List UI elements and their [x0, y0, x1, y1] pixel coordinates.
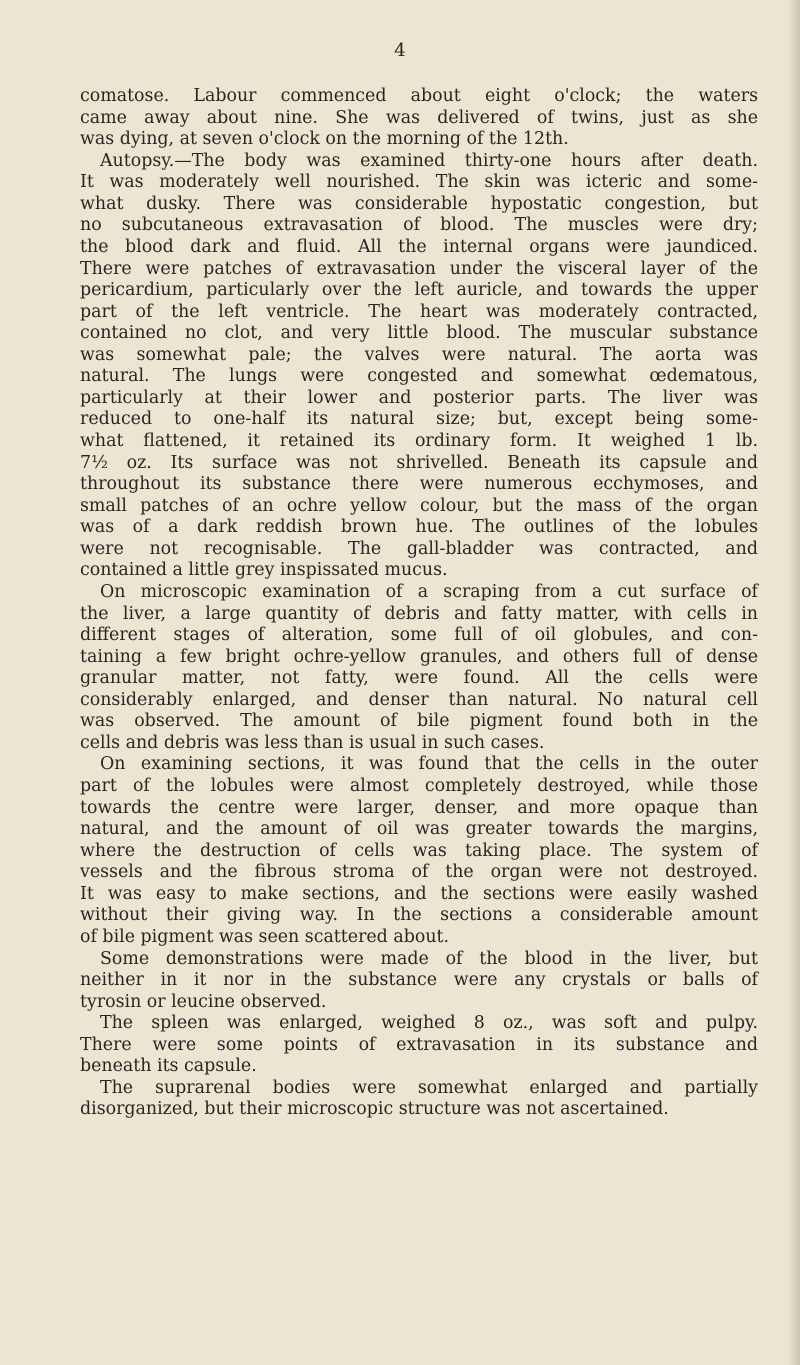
text-line: neither in it nor in the substance were any crystals or balls of — [80, 970, 758, 991]
text-line: The spleen was enlarged, weighed 8 oz., was soft and pulpy. — [100, 1013, 758, 1034]
text-line: 7½ oz. Its surface was not shrivelled. Beneath its capsule and — [80, 452, 758, 473]
text-line: cells and debris was less than is usual in such cases. — [80, 732, 545, 753]
text-line: It was easy to make sections, and the sections were easily washed — [80, 883, 758, 904]
text-line: beneath its capsule. — [80, 1056, 257, 1077]
text-line: what dusky. There was considerable hypostatic congestion, but — [80, 193, 758, 214]
paragraph — [80, 1078, 758, 1121]
text-line: was somewhat pale; the valves were natural. The aorta was — [80, 344, 758, 365]
text-line: granular matter, not fatty, were found. All the cells were — [80, 668, 758, 689]
text-line: There were some points of extravasation in its substance and — [80, 1034, 758, 1055]
text-line: Some demonstrations were made of the blood in the liver, but — [100, 948, 758, 969]
paragraph — [80, 754, 758, 948]
text-line: without their giving way. In the sections a considerable amount — [80, 905, 758, 926]
text-line: taining a few bright ochre-yellow granules, and others full of dense — [80, 646, 758, 667]
paragraph — [80, 86, 758, 151]
text-line: throughout its substance there were numerous ecchymoses, and — [80, 474, 758, 495]
text-line: of bile pigment was seen scattered about. — [80, 926, 450, 947]
text-line: pericardium, particularly over the left auricle, and towards the upper — [80, 280, 758, 301]
text-line: small patches of an ochre yellow colour, but the mass of the organ — [80, 495, 758, 516]
text-line: contained no clot, and very little blood. The muscular substance — [80, 323, 758, 344]
text-line: was of a dark reddish brown hue. The outlines of the lobules — [80, 517, 758, 538]
text-line: disorganized, but their microscopic structure was not ascertained. — [80, 1099, 669, 1120]
body-text — [80, 86, 758, 1121]
text-line: considerably enlarged, and denser than natural. No natural cell — [80, 689, 758, 710]
text-line: was observed. The amount of bile pigment found both in the — [80, 711, 758, 732]
text-line: tyrosin or leucine observed. — [80, 991, 327, 1012]
text-line: was dying, at seven o'clock on the morning of the 12th. — [80, 129, 569, 150]
text-line: On microscopic examination of a scraping from a cut surface of — [100, 581, 758, 602]
text-line: the liver, a large quantity of debris and fatty matter, with cells in — [80, 603, 758, 624]
text-line: were not recognisable. The gall-bladder was contracted, and — [80, 538, 758, 559]
paragraph — [80, 949, 758, 1014]
text-line: came away about nine. She was delivered of twins, just as she — [80, 107, 758, 128]
text-line: natural. The lungs were congested and somewhat œdematous, — [80, 366, 758, 387]
text-line: comatose. Labour commenced about eight o'clock; the waters — [80, 86, 758, 106]
text-line: the blood dark and fluid. All the internal organs were jaundiced. — [80, 236, 758, 257]
text-line: The suprarenal bodies were somewhat enlarged and partially — [100, 1077, 758, 1098]
text-line: part of the lobules were almost completely destroyed, while those — [80, 776, 758, 796]
text-line: what flattened, it retained its ordinary form. It weighed 1 lb. — [80, 431, 758, 451]
text-line: It was moderately well nourished. The skin was icteric and some- — [80, 172, 758, 193]
text-line: natural, and the amount of oil was greater towards the margins, — [80, 819, 758, 840]
text-line: where the destruction of cells was taking place. The system of — [80, 840, 758, 861]
text-line: On examining sections, it was found that the cells in the outer — [100, 754, 758, 775]
text-line: vessels and the fibrous stroma of the organ were not destroyed. — [80, 862, 758, 883]
page-number: 4 — [394, 40, 406, 61]
paragraph — [80, 582, 758, 755]
paragraph — [80, 1013, 758, 1078]
text-line: no subcutaneous extravasation of blood. The muscles were dry; — [80, 215, 758, 236]
text-line: particularly at their lower and posterior parts. The liver was — [80, 387, 758, 408]
text-line: contained a little grey inspissated mucus. — [80, 560, 448, 581]
text-line: reduced to one-half its natural size; but, except being some- — [80, 409, 758, 430]
text-line: part of the left ventricle. The heart was moderately contracted, — [80, 301, 758, 322]
text-line: There were patches of extravasation under the visceral layer of the — [80, 258, 758, 279]
text-line: towards the centre were larger, denser, and more opaque than — [80, 797, 758, 818]
paragraph — [80, 151, 758, 582]
page-edge-shadow — [788, 0, 800, 1365]
text-line: different stages of alteration, some full of oil globules, and con- — [80, 625, 758, 646]
text-line: Autopsy.—The body was examined thirty-one hours after death. — [100, 150, 758, 171]
